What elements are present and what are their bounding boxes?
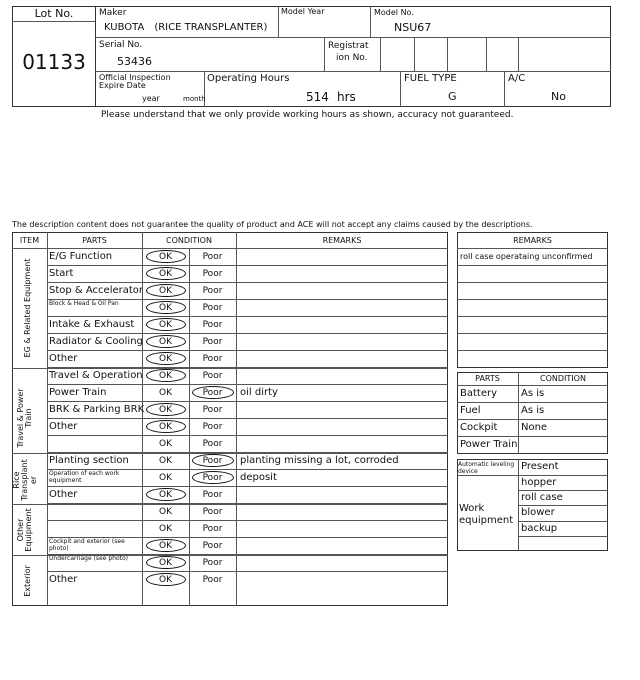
remark-line-divider	[457, 282, 608, 283]
row-divider	[47, 282, 448, 283]
group-rice-line-3: er	[28, 475, 38, 485]
lot-label: Lot No.	[34, 7, 74, 20]
row-ok-label: OK	[159, 473, 172, 483]
row-divider	[47, 265, 448, 266]
row-ok-label: OK	[159, 575, 172, 585]
row-divider	[47, 316, 448, 317]
row-ok-label: OK	[159, 456, 172, 466]
row-ok-label: OK	[159, 354, 172, 364]
ok-selected-circle	[146, 267, 186, 280]
registration-label: Registrat	[328, 41, 369, 51]
model-no-label: Model No.	[374, 8, 414, 17]
remark-line-divider	[457, 299, 608, 300]
small-row-part: Cockpit	[460, 422, 498, 433]
row-part-label: Planting section	[49, 455, 129, 466]
serial-label: Serial No.	[99, 40, 143, 50]
small-row-part: Battery	[460, 388, 498, 399]
small-row-condition: As is	[521, 388, 545, 399]
poor-selected-circle	[192, 471, 234, 484]
remark-line-divider	[457, 265, 608, 266]
row-divider	[47, 452, 448, 453]
row-ok-label: OK	[159, 405, 172, 415]
small-row-condition: As is	[521, 405, 545, 416]
row-poor-label: Poor	[202, 490, 223, 500]
small-row-part: Power Train	[460, 439, 518, 450]
row-poor-label: Poor	[202, 371, 223, 381]
work-equipment-label	[459, 503, 517, 526]
equipment-row-divider	[518, 536, 608, 537]
row-poor-label: Poor	[202, 320, 223, 330]
row-divider	[47, 486, 448, 487]
small-row-part: Fuel	[460, 405, 481, 416]
row-part-label: BRK & Parking BRK	[49, 404, 145, 415]
row-ok-label: OK	[159, 303, 172, 313]
row-poor-label: Poor	[202, 269, 223, 279]
hours-unit: hrs	[337, 90, 356, 104]
equipment-item: blower	[521, 507, 555, 519]
group-exterior: Exterior	[23, 565, 32, 597]
model-no-value: NSU67	[394, 21, 432, 34]
row-poor-label: Poor	[202, 575, 223, 585]
equipment-row-divider	[518, 505, 608, 506]
ok-selected-circle	[146, 539, 186, 552]
row-poor-label: Poor	[202, 252, 223, 262]
row-poor-label: Poor	[202, 507, 223, 517]
poor-selected-circle	[192, 386, 234, 399]
group-eg-related: EG & Related Equipment	[23, 258, 32, 358]
small-row-divider	[457, 419, 608, 420]
equipment-item: backup	[521, 522, 558, 534]
ac-value: No	[551, 90, 566, 103]
equipment-item: hopper	[521, 477, 557, 488]
ok-selected-circle	[146, 488, 186, 501]
row-poor-label: Poor	[202, 286, 223, 296]
equipment-row-divider	[518, 521, 608, 522]
inspection-label: Official Inspection	[99, 73, 171, 82]
row-part-label: Start	[49, 268, 74, 279]
ok-selected-circle	[146, 556, 186, 569]
hours-note: Please understand that we only provide working hours as shown, accuracy not guaranteed.	[101, 110, 514, 120]
row-poor-label: Poor	[202, 405, 223, 415]
row-part-label: Travel & Operation	[49, 370, 143, 381]
row-ok-label: OK	[159, 422, 172, 432]
remark-line-divider	[457, 350, 608, 351]
small-parts-header: PARTS	[475, 374, 500, 383]
row-divider	[47, 333, 448, 334]
row-ok-label: OK	[159, 337, 172, 347]
row-part-label: Other	[49, 489, 78, 500]
poor-selected-circle	[192, 454, 234, 467]
ok-selected-circle	[146, 369, 186, 382]
row-part-label: Block & Head & Oil Pan	[49, 300, 119, 307]
ok-selected-circle	[146, 420, 186, 433]
row-part-label: Operation of each work equipment	[49, 470, 120, 484]
small-row-condition: None	[521, 422, 548, 433]
row-ok-label: OK	[159, 439, 172, 449]
row-part-label: Other	[49, 353, 78, 364]
remark-line-divider	[457, 333, 608, 334]
registration-label-2: ion No.	[336, 53, 368, 63]
row-poor-label: Poor	[202, 303, 223, 313]
disclaimer: The description content does not guarantee the quality of product and ACE will not accept any claims caused by the descriptions.	[12, 220, 533, 229]
row-part-label: E/G Function	[49, 251, 113, 262]
ok-selected-circle	[146, 352, 186, 365]
month-label: month	[183, 95, 206, 103]
remarks-panel-header: REMARKS	[513, 236, 552, 245]
row-ok-label: OK	[159, 524, 172, 534]
row-part-label: Undercarriage (see photo)	[49, 555, 128, 562]
row-ok-label: OK	[159, 286, 172, 296]
row-part-label: Power Train	[49, 387, 107, 398]
row-part-label: Other	[49, 574, 78, 585]
row-ok-label: OK	[159, 507, 172, 517]
row-poor-label: Poor	[202, 422, 223, 432]
row-part-label: Radiator & Cooling	[49, 336, 143, 347]
remarks-header: REMARKS	[322, 236, 362, 245]
row-divider	[47, 503, 448, 504]
row-divider	[47, 401, 448, 402]
group-travel-line-1: Travel & Power	[16, 388, 25, 448]
ok-selected-circle	[146, 335, 186, 348]
row-ok-label: OK	[159, 371, 172, 381]
row-ok-label: OK	[159, 558, 172, 568]
row-divider	[47, 418, 448, 419]
equipment-row-divider	[518, 490, 608, 491]
row-remark: planting missing a lot, corroded	[240, 455, 399, 466]
year-label: year	[142, 94, 160, 103]
small-row-divider	[457, 436, 608, 437]
ok-selected-circle	[146, 301, 186, 314]
remark-line: roll case operataing unconfirmed	[460, 252, 593, 261]
row-part-label: Cockpit and exterior (see photo)	[49, 538, 125, 552]
group-rice-line-1: Rice	[12, 471, 21, 489]
leveling-value: Present	[521, 461, 559, 472]
group-other-line-2: Equipment	[24, 508, 34, 552]
row-divider	[47, 384, 448, 385]
hours-value: 514	[306, 90, 329, 104]
leveling-label: Automatic leveling device	[458, 461, 515, 475]
fuel-label: FUEL TYPE	[404, 73, 457, 84]
equipment-item: roll case	[521, 492, 563, 504]
maker-label: Maker	[99, 8, 127, 18]
row-remark: oil dirty	[240, 387, 278, 398]
row-ok-label: OK	[159, 252, 172, 262]
maker-value: KUBOTA (RICE TRANSPLANTER)	[104, 22, 268, 33]
lot-number: 01133	[22, 50, 86, 74]
group-travel-power-train	[17, 388, 43, 448]
group-other-line-1: Other	[16, 518, 25, 542]
small-row-divider	[457, 402, 608, 403]
work-equipment-label-text: Work equipment	[459, 503, 514, 526]
inspection-label-2: Expire Date	[99, 81, 146, 90]
row-poor-label: Poor	[202, 439, 223, 449]
ok-selected-circle	[146, 403, 186, 416]
condition-header: CONDITION	[166, 236, 212, 245]
row-divider	[47, 571, 448, 572]
row-part-label: Intake & Exhaust	[49, 319, 135, 330]
row-poor-label: Poor	[202, 337, 223, 347]
ok-selected-circle	[146, 250, 186, 263]
model-year-label: Model Year	[281, 7, 325, 16]
row-ok-label: OK	[159, 320, 172, 330]
row-divider	[47, 367, 448, 368]
item-header: ITEM	[19, 236, 40, 245]
remark-line-divider	[457, 248, 608, 249]
row-divider	[47, 435, 448, 436]
group-rice-line-2: Transplant	[20, 459, 30, 501]
row-poor-label: Poor	[202, 558, 223, 568]
ac-label: A/C	[508, 73, 526, 84]
ok-selected-circle	[146, 318, 186, 331]
row-poor-label: Poor	[202, 388, 223, 398]
row-divider	[47, 520, 448, 521]
row-part-label: Stop & Accelerator	[49, 285, 144, 296]
ok-selected-circle	[146, 573, 186, 586]
fuel-value: G	[448, 90, 457, 103]
small-condition-header: CONDITION	[540, 374, 586, 383]
row-ok-label: OK	[159, 269, 172, 279]
parts-header: PARTS	[82, 236, 107, 245]
row-poor-label: Poor	[202, 473, 223, 483]
ok-selected-circle	[146, 284, 186, 297]
row-poor-label: Poor	[202, 456, 223, 466]
row-ok-label: OK	[159, 541, 172, 551]
row-remark: deposit	[240, 472, 277, 483]
serial-value: 53436	[117, 55, 152, 68]
row-poor-label: Poor	[202, 524, 223, 534]
row-ok-label: OK	[159, 388, 172, 398]
row-ok-label: OK	[159, 490, 172, 500]
row-poor-label: Poor	[202, 541, 223, 551]
row-poor-label: Poor	[202, 354, 223, 364]
remark-line-divider	[457, 316, 608, 317]
row-divider	[47, 350, 448, 351]
group-travel-line-2: Train	[24, 408, 34, 428]
hours-label: Operating Hours	[207, 73, 290, 84]
row-part-label: Other	[49, 421, 78, 432]
